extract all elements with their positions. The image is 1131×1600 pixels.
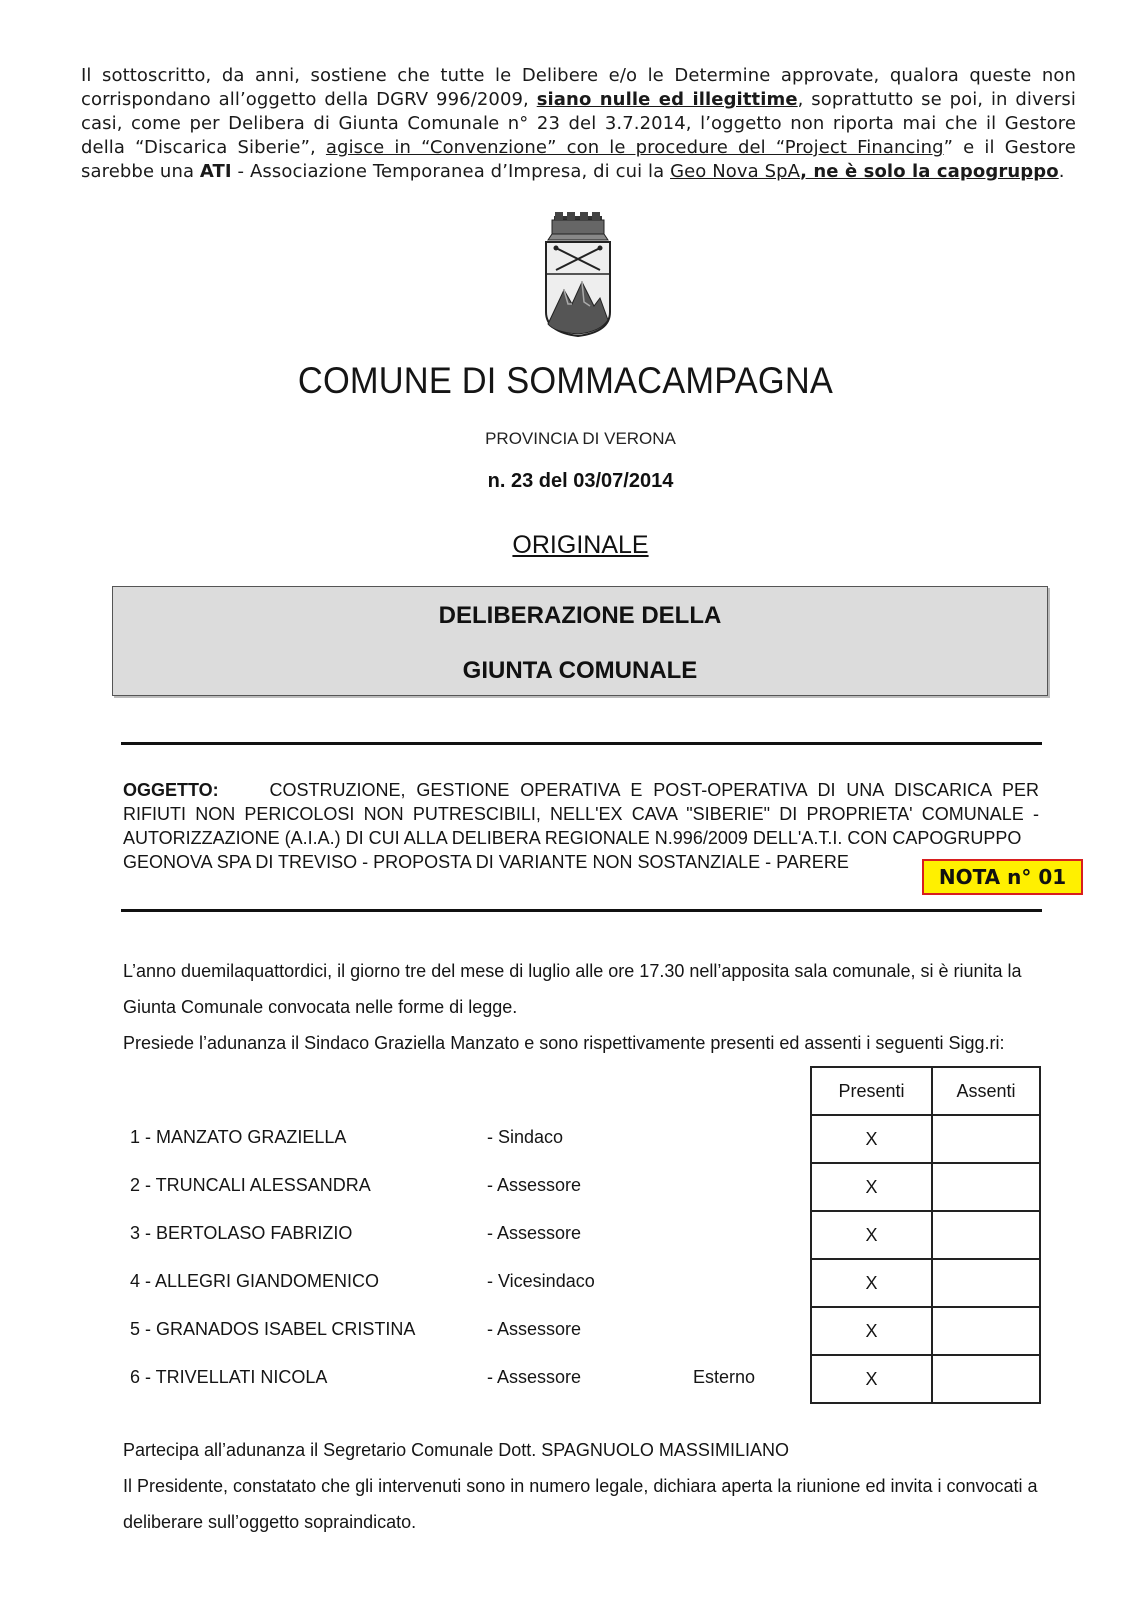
body-line-1: L’anno duemilaquattordici, il giorno tre del mese di luglio alle ore 17.30 nell’apposita sala comunale, si è riunita la: [123, 961, 1022, 981]
deliberazione-title-line1: DELIBERAZIONE DELLA: [438, 602, 722, 629]
intro-underline-nulle: siano nulle ed illegittime: [536, 89, 798, 110]
member-name: 4 - ALLEGRI GIANDOMENICO: [130, 1271, 380, 1291]
intro-underline-geonova: Geo Nova SpA: [670, 161, 801, 182]
deliberazione-box: [112, 586, 1048, 696]
member-role: - Sindaco: [487, 1127, 564, 1147]
member-name: 6 - TRIVELLATI NICOLA: [130, 1367, 328, 1387]
intro-underline-capogruppo: , ne è solo la capogruppo: [800, 161, 1059, 182]
intro-text-1: Il sottoscritto, da anni, sostiene che tutte le Delibere e/o le Determine approvate, qualora queste non corrispondano all’oggetto della DGRV 996/2009,: [81, 65, 1076, 110]
delibera-number: n. 23 del 03/07/2014: [487, 470, 674, 492]
member-name: 3 - BERTOLASO FABRIZIO: [130, 1223, 353, 1243]
cell-assente: [932, 1115, 1040, 1163]
body-line-6: deliberare sull’oggetto sopraindicato.: [123, 1512, 417, 1532]
intro-text-2: , soprattutto se poi, in diversi casi, come per Delibera di Giunta Comunale n° 23 del 3.7.2014, l’oggetto non riporta mai che il Gestore della “Discarica Siberie”,: [81, 89, 1076, 158]
table-row: [811, 1163, 1040, 1211]
header-assenti: Assenti: [932, 1067, 1040, 1115]
cell-assente: [932, 1307, 1040, 1355]
cell-presente: X: [811, 1259, 932, 1307]
member-role: - Assessore: [487, 1367, 582, 1387]
table-row: [811, 1211, 1040, 1259]
intro-underline-convenzione: agisce in “Convenzione” con le procedure del “Project Financing: [325, 137, 944, 158]
divider-bottom: [121, 909, 1042, 912]
member-name: 1 - MANZATO GRAZIELLA: [130, 1127, 347, 1147]
member-name: 2 - TRUNCALI ALESSANDRA: [130, 1175, 371, 1195]
intro-text-4: - Associazione Temporanea d’Impresa, di cui la: [231, 161, 671, 182]
table-row: [811, 1355, 1040, 1403]
body-line-2: Giunta Comunale convocata nelle forme di legge.: [123, 997, 518, 1017]
oggetto-text-last: GEONOVA SPA DI TREVISO - PROPOSTA DI VARIANTE NON SOSTANZIALE - PARERE: [123, 852, 849, 872]
intro-text-5: .: [1058, 161, 1065, 182]
oggetto-section: [123, 778, 1039, 874]
municipal-crest-icon: [540, 212, 616, 340]
oggetto-label: OGGETTO:: [123, 780, 219, 800]
table-row: [811, 1115, 1040, 1163]
cell-presente: X: [811, 1211, 932, 1259]
cell-assente: [932, 1355, 1040, 1403]
page-title: COMUNE DI SOMMACAMPAGNA: [297, 360, 834, 401]
deliberazione-title-line2: GIUNTA COMUNALE: [462, 657, 698, 684]
body-line-5: Il Presidente, constatato che gli intervenuti sono in numero legale, dichiara aperta la riunione ed invita i convocati a: [123, 1476, 1038, 1496]
table-row: [811, 1259, 1040, 1307]
intro-paragraph: [81, 64, 1076, 184]
cell-presente: X: [811, 1307, 932, 1355]
oggetto-text: COSTRUZIONE, GESTIONE OPERATIVA E POST-OPERATIVA DI UNA DISCARICA PER RIFIUTI NON PERICOLOSI NON PUTRESCIBILI, NELL'EX CAVA "SIBERIE" DI PROPRIETA' COMUNALE - AUTORIZZAZIONE (A.I.A.) DI CUI ALLA DELIBERA REGIONALE N.996/2009 DELL'A.T.I. CON CAPOGRUPPO: [123, 780, 1039, 848]
member-role: - Assessore: [487, 1319, 582, 1339]
intro-bold-ati: ATI: [199, 161, 232, 182]
cell-presente: X: [811, 1355, 932, 1403]
member-role: - Vicesindaco: [487, 1271, 595, 1291]
member-role: - Assessore: [487, 1175, 582, 1195]
table-header-row: [811, 1067, 1040, 1115]
member-extra: Esterno: [693, 1367, 756, 1387]
divider-top: [121, 742, 1042, 745]
nota-badge: NOTA n° 01: [922, 859, 1083, 895]
member-name: 5 - GRANADOS ISABEL CRISTINA: [130, 1319, 416, 1339]
originale-label: ORIGINALE: [512, 531, 649, 559]
body-line-3: Presiede l’adunanza il Sindaco Graziella Manzato e sono rispettivamente presenti ed assenti i seguenti Sigg.ri:: [123, 1033, 1005, 1053]
member-role: - Assessore: [487, 1223, 582, 1243]
cell-assente: [932, 1211, 1040, 1259]
table-row: [811, 1307, 1040, 1355]
cell-assente: [932, 1259, 1040, 1307]
cell-assente: [932, 1163, 1040, 1211]
header-presenti: Presenti: [811, 1067, 932, 1115]
body-line-4: Partecipa all’adunanza il Segretario Comunale Dott. SPAGNUOLO MASSIMILIANO: [123, 1440, 789, 1460]
cell-presente: X: [811, 1115, 932, 1163]
presence-table: [810, 1066, 1041, 1404]
provincia-label: PROVINCIA DI VERONA: [485, 429, 676, 448]
intro-text-3: ” e il Gestore sarebbe una: [81, 137, 1076, 182]
cell-presente: X: [811, 1163, 932, 1211]
